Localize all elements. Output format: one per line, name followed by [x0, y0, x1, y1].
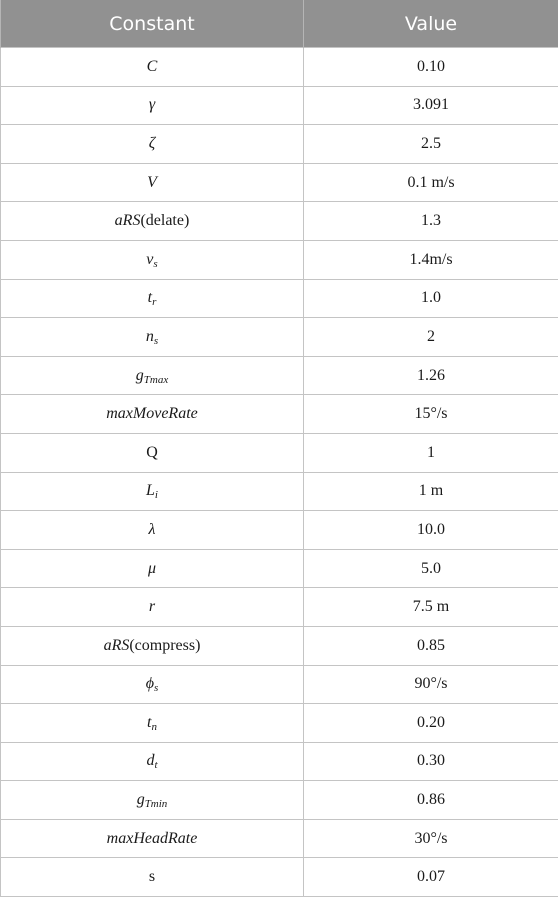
- constant-symbol: L: [146, 482, 155, 500]
- constant-symbol: v: [146, 250, 154, 268]
- table-row: [1, 125, 558, 164]
- value-cell: 90°/s: [304, 665, 558, 704]
- constant-subscript: s: [153, 257, 158, 270]
- constant-cell: [1, 549, 304, 588]
- constant-symbol: C: [146, 57, 158, 75]
- constant-symbol: r: [148, 598, 156, 616]
- constant-symbol: d: [146, 752, 155, 770]
- constant-symbol: t: [147, 289, 153, 307]
- value-cell: 2.5: [304, 125, 558, 164]
- constant-cell: [1, 819, 304, 858]
- constant-cell: [1, 588, 304, 627]
- column-header-value: Value: [304, 0, 558, 48]
- table-row: [1, 48, 558, 87]
- value-cell: 10.0: [304, 511, 558, 550]
- value-cell: 1.4m/s: [304, 240, 558, 279]
- constant-cell: [1, 202, 304, 241]
- constant-subscript: Tmin: [144, 798, 168, 811]
- table-row: [1, 472, 558, 511]
- constant-subscript: i: [154, 489, 158, 502]
- constant-cell: [1, 125, 304, 164]
- constant-subscript: r: [152, 296, 157, 309]
- value-cell: 0.10: [304, 48, 558, 87]
- constant-symbol: ϕ: [145, 675, 154, 693]
- constant-symbol: ζ: [148, 134, 156, 152]
- table-row: [1, 163, 558, 202]
- table-row: [1, 86, 558, 125]
- constant-cell: [1, 279, 304, 318]
- value-cell: 1.0: [304, 279, 558, 318]
- value-cell: 1: [304, 433, 558, 472]
- table-row: [1, 433, 558, 472]
- constant-cell: [1, 163, 304, 202]
- table-body: [1, 48, 558, 897]
- constant-symbol: Q: [146, 443, 158, 461]
- table-header: [1, 0, 558, 48]
- constant-cell: [1, 48, 304, 87]
- constant-symbol: V: [147, 173, 157, 191]
- value-cell: 3.091: [304, 86, 558, 125]
- constant-cell: [1, 665, 304, 704]
- column-header-constant: Constant: [1, 0, 304, 48]
- constant-subscript: t: [154, 759, 158, 772]
- constant-symbol: γ: [148, 96, 156, 114]
- value-cell: 0.85: [304, 626, 558, 665]
- constant-symbol: g: [135, 366, 144, 384]
- table-row: [1, 781, 558, 820]
- constant-symbol: aRS: [103, 636, 130, 654]
- constant-cell: [1, 318, 304, 357]
- constant-subscript: s: [154, 682, 159, 695]
- value-cell: 7.5 m: [304, 588, 558, 627]
- table-row: [1, 511, 558, 550]
- table-row: [1, 279, 558, 318]
- table-row: [1, 742, 558, 781]
- table-row: [1, 549, 558, 588]
- constant-symbol: n: [145, 327, 154, 345]
- value-cell: 1.3: [304, 202, 558, 241]
- value-cell: 1 m: [304, 472, 558, 511]
- value-cell: 0.86: [304, 781, 558, 820]
- table-row: [1, 858, 558, 897]
- constant-cell: [1, 356, 304, 395]
- constant-note: (delate): [140, 212, 190, 230]
- constant-subscript: Tmax: [143, 373, 169, 386]
- header-row: [1, 0, 558, 48]
- value-cell: 15°/s: [304, 395, 558, 434]
- constant-cell: [1, 240, 304, 279]
- table-row: [1, 202, 558, 241]
- constant-cell: [1, 511, 304, 550]
- constant-cell: [1, 433, 304, 472]
- table-row: [1, 665, 558, 704]
- constant-subscript: s: [153, 334, 159, 347]
- table-row: [1, 626, 558, 665]
- table-row: [1, 318, 558, 357]
- constant-symbol: μ: [147, 559, 157, 577]
- constant-cell: [1, 86, 304, 125]
- value-cell: 0.1 m/s: [304, 163, 558, 202]
- table-row: [1, 588, 558, 627]
- constant-cell: [1, 626, 304, 665]
- constant-symbol: λ: [148, 520, 156, 538]
- constant-symbol: aRS: [114, 212, 141, 230]
- constant-cell: [1, 704, 304, 743]
- constant-symbol: maxMoveRate: [106, 405, 198, 423]
- constant-symbol: g: [136, 791, 145, 809]
- value-cell: 0.07: [304, 858, 558, 897]
- constant-cell: [1, 395, 304, 434]
- constant-symbol: t: [147, 713, 152, 731]
- value-cell: 0.20: [304, 704, 558, 743]
- table-row: [1, 240, 558, 279]
- value-cell: 1.26: [304, 356, 558, 395]
- table-row: [1, 356, 558, 395]
- constant-note: (compress): [129, 636, 201, 654]
- constant-symbol: maxHeadRate: [106, 829, 198, 847]
- constant-cell: [1, 781, 304, 820]
- value-cell: 30°/s: [304, 819, 558, 858]
- value-cell: 0.30: [304, 742, 558, 781]
- constant-cell: [1, 472, 304, 511]
- constant-cell: [1, 858, 304, 897]
- table-row: [1, 819, 558, 858]
- value-cell: 2: [304, 318, 558, 357]
- constant-symbol: s: [148, 868, 156, 886]
- table-row: [1, 704, 558, 743]
- constant-subscript: n: [151, 720, 157, 733]
- constant-cell: [1, 742, 304, 781]
- value-cell: 5.0: [304, 549, 558, 588]
- table-row: [1, 395, 558, 434]
